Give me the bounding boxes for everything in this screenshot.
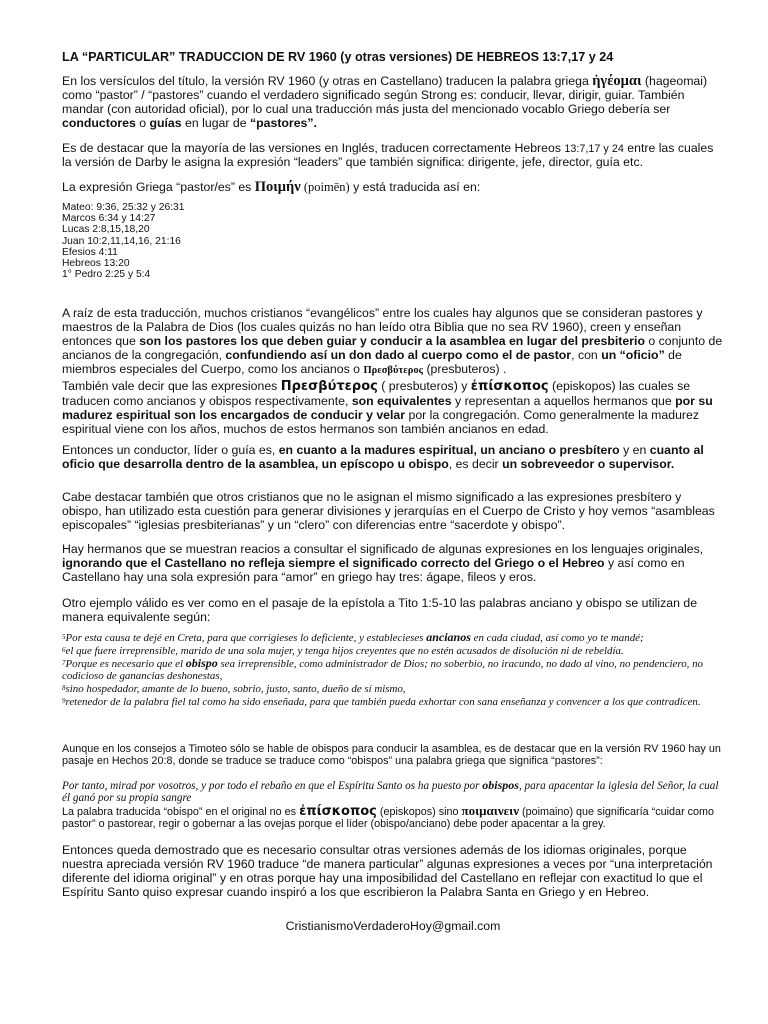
verse-7 xyxy=(62,657,724,682)
text: por la congregación. Como generalmente la madurez espiritual viene con los años, muchos de estos hermanos son también ancianos en edad. xyxy=(62,408,699,436)
list-item: Hebreos 13:20 xyxy=(62,258,130,270)
bold-text: son equivalentes xyxy=(351,394,452,408)
paragraph-hageomai xyxy=(62,74,724,130)
paragraph-original-languages xyxy=(62,542,724,584)
text: Entonces un conductor, líder o guía es, xyxy=(62,443,279,457)
text: de miembros especiales del Cuerpo, como los ancianos o xyxy=(62,348,682,376)
text: En los versículos del título, la versión RV 1960 (y otras en Castellano) traducen la palabra griega xyxy=(62,74,593,88)
bold-text: ancianos xyxy=(426,630,471,644)
greek-word: ἐπίσκοπος xyxy=(470,379,549,394)
paragraph-timothy: Aunque en los consejos a Timoteo sólo se hable de obispos para conducir la asamblea, es de destacar que en la versión RV 1960 hay un pasaje en Hechos 20:8, donde se traduce se traduce como “obispos” una palabra griega que significa “pastores”: xyxy=(62,743,721,767)
text: ( presbuteros) y xyxy=(377,379,471,393)
verse-text: el que fuere irreprensible, marido de una sola mujer, y tenga hijos creyentes que no estén acusados de disolución ni de rebeldía. xyxy=(65,645,624,657)
paragraph-divisions: Cabe destacar también que otros cristianos que no le asignan el mismo significado a las expresiones presbítero y obispo, han utilizado esta cuestión para generar divisiones y jerarquías en el Cuerpo de Cristo y hoy vemos “asambleas episcopales” “iglesias presbiterianas” y un “clero” con diferencias entre “sacerdote y obispo”. xyxy=(62,490,715,532)
bold-text: por su madurez espiritual son los encargados de conducir y velar xyxy=(62,394,713,422)
greek-word: ἡγέομαι xyxy=(592,73,642,89)
text: o xyxy=(135,116,150,130)
verse-number: 8 xyxy=(62,684,66,692)
text: o conjunto de ancianos de la congregación, xyxy=(62,334,723,362)
list-item: Mateo: 9:36, 25:32 y 26:31 xyxy=(62,202,185,213)
text: (poimaino) que significaría “cuidar como pastor” o pastorear, regir o gobernar a las ovejas porque el líder (obispo/anciano) debe poder apacentar a la grey. xyxy=(62,806,715,830)
paragraph-leader xyxy=(62,443,724,471)
text: (presbuteros) . xyxy=(423,362,507,376)
paragraph-titus: Otro ejemplo válido es ver como en el pasaje de la epístola a Tito 1:5-10 las palabras anciano y obispo se utilizan de manera equivalente según: xyxy=(62,596,698,624)
text: La palabra traducida “obispo” en el original no es xyxy=(62,806,300,818)
paragraph-poimaino xyxy=(62,805,724,830)
text: A raíz de esta traducción, muchos cristianos “evangélicos” entre los cuales hay algunos que se consideran pastores y maestros de la Palabra de Dios (los cuales quizás no han leído otra Biblia que no sea RV 1960), creen y enseñan entonces que xyxy=(62,306,703,348)
verse-text: , para apacentar la iglesia del Señor, la cual él ganó por su propia sangre xyxy=(62,780,719,804)
text: Hay hermanos que se muestran reacios a consultar el significado de algunas expresiones en los lenguajes originales, xyxy=(62,542,704,556)
verse-text: Por esta causa te dejé en Creta, para que corrigieses lo deficiente, y establecieses xyxy=(65,632,427,644)
text: (episkopos) las cuales se traducen como ancianos y obispos respectivamente, xyxy=(62,379,691,408)
text: Es de destacar que la mayoría de las versiones en Inglés, traducen correctamente Hebreos xyxy=(62,141,565,155)
acts-quote xyxy=(62,779,724,804)
text: y en xyxy=(619,443,650,457)
verse-number: 9 xyxy=(62,697,66,705)
verse-text: Por tanto, mirad por vosotros, y por todo el rebaño en que el Espíritu Santo os ha puesto por xyxy=(62,780,483,792)
greek-word: Ποιμήν xyxy=(254,179,301,195)
verse-text: en cada ciudad, así como yo te mandé; xyxy=(470,632,644,644)
document-title: LA “PARTICULAR” TRADUCCION DE RV 1960 (y otras versiones) DE HEBREOS 13:7,17 y 24 xyxy=(62,50,614,64)
reference-list xyxy=(62,202,724,280)
bold-text: obispos xyxy=(482,778,519,792)
titus-quote xyxy=(62,631,724,708)
verse-number: 7 xyxy=(62,659,66,667)
bold-text: confundiendo así un don dado al cuerpo como el de pastor xyxy=(225,348,572,362)
paragraph-conclusion: Entonces queda demostrado que es necesario consultar otras versiones además de los idiomas originales, porque nuestra apreciada versión RV 1960 traduce “de manera particular” algunas expresiones a veces por “una interpretación diferente del idioma original” y en otras porque hay una imposibilidad del Castellano en reflejar con exactitud lo que el Espíritu Santo quiso expresar cuando inspiró a los que escribieron la Palabra Santa en Griego y en Hebreo. xyxy=(62,843,713,899)
bold-text: en cuanto a la madures espiritual, un anciano o presbítero xyxy=(278,443,620,457)
list-item: Juan 10:2,11,14,16, 21:16 xyxy=(62,235,181,247)
bold-text: guías xyxy=(149,116,182,130)
list-item: Marcos 6:34 y 14:27 xyxy=(62,213,156,225)
verse-text: retenedor de la palabra fiel tal como ha sido enseñada, para que también pueda exhortar con sana enseñanza y convencer a los que contradicen. xyxy=(65,696,701,708)
bold-text: cuanto al oficio que desarrolla dentro de la asamblea, un epíscopo u obispo xyxy=(62,443,704,471)
verse-9 xyxy=(62,695,724,708)
greek-word: Πρεσβύτερος xyxy=(363,365,424,376)
verse-text: sino hospedador, amante de lo bueno, sobrio, justo, santo, dueño de sí mismo, xyxy=(65,683,406,695)
paragraph-poimen xyxy=(62,180,724,194)
list-item: Efesios 4:11 xyxy=(62,246,118,258)
text: y representan a aquellos hermanos que xyxy=(451,394,676,408)
text: en lugar de xyxy=(181,116,250,130)
verse-text: Porque es necesario que el xyxy=(65,658,186,670)
text: (episkopos) sino xyxy=(376,806,462,818)
paragraph-english-versions xyxy=(62,141,724,169)
greek-word: ἐπίσκοπος xyxy=(299,804,377,819)
bold-text: ignorando que el Castellano no refleja siempre el significado correcto del Griego o el Hebreo xyxy=(62,556,605,570)
text: y así como en Castellano hay una sola expresión para “amor” en griego hay tres: ágape, fileos y eros. xyxy=(62,556,685,584)
verse-5 xyxy=(62,631,724,644)
verse-8 xyxy=(62,682,724,695)
verse-number: 6 xyxy=(62,646,66,654)
text: La expresión Griega “pastor/es” es xyxy=(62,180,255,194)
paragraph-consequence xyxy=(62,306,724,378)
list-item: Lucas 2:8,15,18,20 xyxy=(62,224,150,236)
greek-word: ποιμαινειν xyxy=(461,803,520,818)
text: , es decir xyxy=(448,457,503,471)
bold-text: conductores xyxy=(62,116,136,130)
transliteration: (poimēn) xyxy=(300,180,350,194)
reference: 13:7,17 y 24 xyxy=(564,143,624,155)
verse-6 xyxy=(62,644,724,657)
bold-text: obispo xyxy=(185,656,218,670)
greek-word: Πρεσβύτερος xyxy=(280,379,378,394)
paragraph-presbuteros-episkopos xyxy=(62,379,724,436)
text: y está traducida así en: xyxy=(349,180,481,194)
text: , con xyxy=(571,348,602,362)
bold-text: un sobreveedor o supervisor. xyxy=(502,457,675,471)
verse-text: sea irreprensible, como administrador de Dios; no soberbio, no iracundo, no dado al vino, no pendenciero, no codicioso de ganancias deshonestas, xyxy=(62,658,703,682)
bold-text: “pastores”. xyxy=(249,116,317,130)
text: entre las cuales la versión de Darby le asigna la expresión “leaders” que también significa: dirigente, jefe, director, guía etc. xyxy=(62,141,714,169)
bold-text: son los pastores los que deben guiar y conducir a la asamblea en lugar del presbiterio xyxy=(139,334,645,348)
text: (hageomai) como “pastor” / “pastores” cuando el verdadero significado según Strong es: conducir, llevar, dirigir, guiar. También mandar (con autoridad oficial), por lo cual una traducción más justa del mencionado vocablo Griego debería ser xyxy=(62,74,708,116)
verse-number: 5 xyxy=(62,633,66,641)
text: También vale decir que las expresiones xyxy=(62,379,281,393)
bold-text: un “oficio” xyxy=(601,348,665,362)
contact-email: CristianismoVerdaderoHoy@gmail.com xyxy=(285,919,501,933)
list-item: 1° Pedro 2:25 y 5:4 xyxy=(62,269,151,281)
